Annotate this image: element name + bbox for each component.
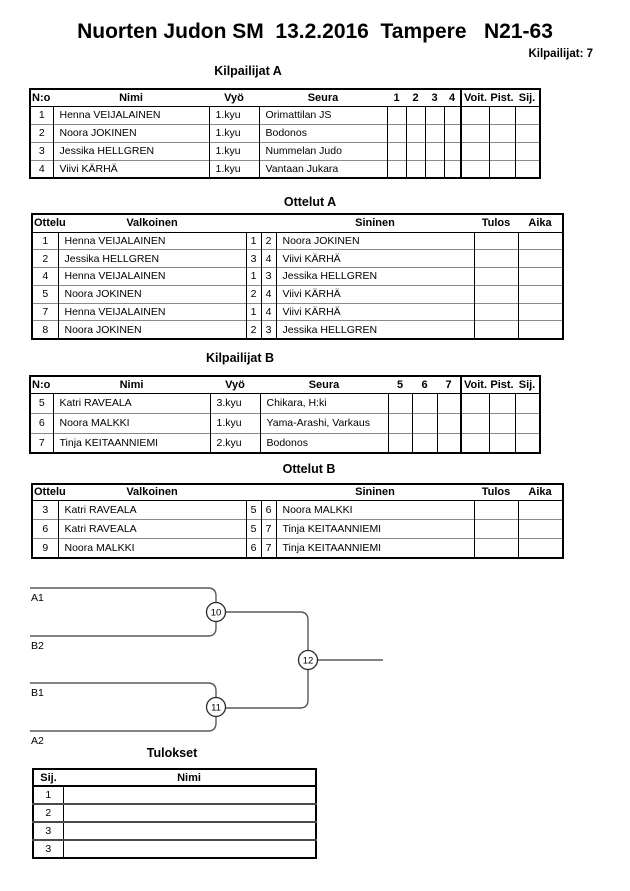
section-title-matches-a: Ottelut A [283, 195, 337, 209]
col-round: 1 [387, 89, 406, 106]
white-number: 5 [246, 519, 261, 538]
time-cell [518, 268, 563, 286]
result-cell [474, 268, 518, 286]
round-score-cell [444, 160, 461, 178]
white-number: 1 [246, 303, 261, 321]
wins-cell [461, 142, 489, 160]
points-cell [489, 413, 515, 433]
belt: 1.kyu [209, 124, 259, 142]
white-number: 2 [246, 285, 261, 303]
blue-name: Noora JOKINEN [276, 232, 474, 250]
result-cell [474, 500, 518, 519]
round-score-cell [437, 433, 461, 453]
points-cell [489, 160, 515, 178]
place-number: 3 [33, 840, 63, 858]
competitors-count: Kilpailijat: 7 [528, 48, 593, 60]
round-score-cell [406, 106, 425, 124]
col-name: Nimi [53, 89, 209, 106]
result-cell [474, 321, 518, 339]
round-score-cell [406, 124, 425, 142]
belt: 2.kyu [210, 433, 260, 453]
place-number: 3 [33, 822, 63, 840]
time-cell [518, 321, 563, 339]
blue-name: Jessika HELLGREN [276, 268, 474, 286]
belt: 1.kyu [210, 413, 260, 433]
place-number: 2 [33, 804, 63, 822]
match-number: 2 [32, 250, 58, 268]
competitor-name: Noora MALKKI [53, 413, 210, 433]
table-row [30, 142, 540, 160]
white-number: 1 [246, 232, 261, 250]
table-row [33, 822, 316, 840]
round-score-cell [387, 160, 406, 178]
table-row [33, 804, 316, 822]
col-round: 5 [388, 376, 412, 393]
blue-number: 6 [261, 500, 276, 519]
blue-number: 4 [261, 303, 276, 321]
table-row [30, 124, 540, 142]
col-blue: Sininen [276, 214, 474, 232]
white-name: Henna VEIJALAINEN [58, 303, 246, 321]
section-title-results: Tulokset [146, 746, 198, 760]
place-number: 1 [33, 786, 63, 804]
bracket-match-number: 10 [210, 607, 222, 619]
belt: 1.kyu [209, 142, 259, 160]
blue-number: 7 [261, 519, 276, 538]
col-place: Sij. [515, 89, 540, 106]
pool-a-table [29, 88, 541, 179]
round-score-cell [412, 393, 437, 413]
table-row [32, 519, 563, 538]
col-time: Aika [518, 484, 563, 500]
competitor-number: 6 [30, 413, 53, 433]
points-cell [489, 124, 515, 142]
matches-a-table [31, 213, 564, 340]
round-score-cell [425, 106, 444, 124]
club: Bodonos [259, 124, 387, 142]
competitor-name: Tinja KEITAANNIEMI [53, 433, 210, 453]
result-cell [474, 539, 518, 558]
pool-b-table [29, 375, 541, 454]
col-club: Seura [259, 89, 387, 106]
round-score-cell [444, 106, 461, 124]
time-cell [518, 250, 563, 268]
col-wins: Voit. [461, 376, 489, 393]
table-row [32, 321, 563, 339]
col-club: Seura [260, 376, 388, 393]
round-score-cell [406, 142, 425, 160]
blue-name: Tinja KEITAANNIEMI [276, 539, 474, 558]
col-white-no [246, 214, 261, 232]
white-name: Katri RAVEALA [58, 519, 246, 538]
white-name: Noora JOKINEN [58, 285, 246, 303]
competitor-number: 3 [30, 142, 53, 160]
competitor-name: Jessika HELLGREN [53, 142, 209, 160]
club: Orimattilan JS [259, 106, 387, 124]
table-header-row [32, 484, 563, 500]
col-round: 3 [425, 89, 444, 106]
table-row [30, 433, 540, 453]
wins-cell [461, 433, 489, 453]
col-round: 7 [437, 376, 461, 393]
competitor-number: 5 [30, 393, 53, 413]
col-round: 4 [444, 89, 461, 106]
blue-number: 2 [261, 232, 276, 250]
competitor-number: 7 [30, 433, 53, 453]
col-place: Sij. [515, 376, 540, 393]
table-header-row [33, 769, 316, 786]
wins-cell [461, 413, 489, 433]
points-cell [489, 433, 515, 453]
white-name: Henna VEIJALAINEN [58, 232, 246, 250]
match-number: 3 [32, 500, 58, 519]
table-header-row [30, 376, 540, 393]
result-cell [474, 232, 518, 250]
round-score-cell [425, 142, 444, 160]
table-row [32, 232, 563, 250]
col-belt: Vyö [209, 89, 259, 106]
result-name [63, 804, 316, 822]
time-cell [518, 519, 563, 538]
blue-name: Tinja KEITAANNIEMI [276, 519, 474, 538]
round-score-cell [387, 142, 406, 160]
col-no: N:o [30, 89, 53, 106]
points-cell [489, 393, 515, 413]
result-cell [474, 285, 518, 303]
white-number: 3 [246, 250, 261, 268]
competitor-number: 4 [30, 160, 53, 178]
table-row [30, 106, 540, 124]
section-title-pool-b: Kilpailijat B [205, 351, 275, 365]
competitor-name: Viivi KÄRHÄ [53, 160, 209, 178]
result-cell [474, 250, 518, 268]
bracket-connector [30, 683, 216, 731]
blue-number: 4 [261, 285, 276, 303]
table-row [32, 285, 563, 303]
col-time: Aika [518, 214, 563, 232]
round-score-cell [388, 433, 412, 453]
match-number: 5 [32, 285, 58, 303]
match-number: 4 [32, 268, 58, 286]
col-no: N:o [30, 376, 53, 393]
blue-number: 7 [261, 539, 276, 558]
round-score-cell [406, 160, 425, 178]
round-score-cell [437, 413, 461, 433]
table-row [33, 786, 316, 804]
white-number: 1 [246, 268, 261, 286]
col-round: 6 [412, 376, 437, 393]
place-cell [515, 142, 540, 160]
white-name: Jessika HELLGREN [58, 250, 246, 268]
white-number: 5 [246, 500, 261, 519]
col-match: Ottelu [32, 214, 58, 232]
matches-b-table [31, 483, 564, 559]
table-row [32, 268, 563, 286]
bracket-match-number: 11 [211, 702, 221, 714]
match-number: 6 [32, 519, 58, 538]
blue-name: Viivi KÄRHÄ [276, 250, 474, 268]
blue-number: 4 [261, 250, 276, 268]
match-number: 9 [32, 539, 58, 558]
col-wins: Voit. [461, 89, 489, 106]
round-score-cell [387, 124, 406, 142]
col-white: Valkoinen [58, 214, 246, 232]
white-number: 2 [246, 321, 261, 339]
competitor-number: 2 [30, 124, 53, 142]
table-header-row [32, 214, 563, 232]
time-cell [518, 285, 563, 303]
bracket-match-number: 12 [302, 655, 314, 667]
white-name: Noora MALKKI [58, 539, 246, 558]
round-score-cell [425, 160, 444, 178]
result-name [63, 840, 316, 858]
white-name: Henna VEIJALAINEN [58, 268, 246, 286]
time-cell [518, 303, 563, 321]
table-row [30, 160, 540, 178]
belt: 3.kyu [210, 393, 260, 413]
club: Nummelan Judo [259, 142, 387, 160]
blue-name: Noora MALKKI [276, 500, 474, 519]
competitor-name: Katri RAVEALA [53, 393, 210, 413]
competitor-number: 1 [30, 106, 53, 124]
match-number: 8 [32, 321, 58, 339]
col-blue-no [261, 484, 276, 500]
time-cell [518, 500, 563, 519]
table-header-row [30, 89, 540, 106]
blue-number: 3 [261, 321, 276, 339]
table-row [32, 303, 563, 321]
club: Vantaan Jukara [259, 160, 387, 178]
belt: 1.kyu [209, 106, 259, 124]
results-table [32, 768, 317, 859]
competitor-name: Henna VEIJALAINEN [53, 106, 209, 124]
result-cell [474, 303, 518, 321]
col-result: Tulos [474, 214, 518, 232]
section-title-matches-b: Ottelut B [282, 462, 336, 476]
match-number: 7 [32, 303, 58, 321]
col-match: Ottelu [32, 484, 58, 500]
round-score-cell [412, 413, 437, 433]
col-blue-no [261, 214, 276, 232]
bracket-slot-a2: A2 [31, 735, 44, 747]
table-row [30, 413, 540, 433]
col-name: Nimi [63, 769, 316, 786]
result-name [63, 786, 316, 804]
bracket-slot-b1: B1 [31, 687, 44, 699]
round-score-cell [437, 393, 461, 413]
col-white-no [246, 484, 261, 500]
table-row [32, 250, 563, 268]
place-cell [515, 124, 540, 142]
page-title: Nuorten Judon SM 13.2.2016 Tampere N21-63 [77, 20, 553, 43]
round-score-cell [425, 124, 444, 142]
time-cell [518, 232, 563, 250]
wins-cell [461, 393, 489, 413]
round-score-cell [387, 106, 406, 124]
section-title-pool-a: Kilpailijat A [214, 64, 282, 78]
result-name [63, 822, 316, 840]
time-cell [518, 539, 563, 558]
table-row [30, 393, 540, 413]
place-cell [515, 413, 540, 433]
col-round: 2 [406, 89, 425, 106]
round-score-cell [444, 142, 461, 160]
blue-name: Jessika HELLGREN [276, 321, 474, 339]
bracket-connector [30, 588, 216, 636]
col-place: Sij. [33, 769, 63, 786]
place-cell [515, 160, 540, 178]
blue-number: 3 [261, 268, 276, 286]
white-number: 6 [246, 539, 261, 558]
round-score-cell [412, 433, 437, 453]
wins-cell [461, 124, 489, 142]
col-points: Pist. [489, 376, 515, 393]
col-belt: Vyö [210, 376, 260, 393]
match-number: 1 [32, 232, 58, 250]
wins-cell [461, 160, 489, 178]
white-name: Noora JOKINEN [58, 321, 246, 339]
col-white: Valkoinen [58, 484, 246, 500]
points-cell [489, 142, 515, 160]
points-cell [489, 106, 515, 124]
place-cell [515, 433, 540, 453]
white-name: Katri RAVEALA [58, 500, 246, 519]
club: Bodonos [260, 433, 388, 453]
bracket-diagram [0, 575, 400, 750]
table-row [33, 840, 316, 858]
col-name: Nimi [53, 376, 210, 393]
round-score-cell [388, 413, 412, 433]
place-cell [515, 106, 540, 124]
col-blue: Sininen [276, 484, 474, 500]
bracket-connector [216, 612, 308, 708]
round-score-cell [444, 124, 461, 142]
result-cell [474, 519, 518, 538]
club: Chikara, H:ki [260, 393, 388, 413]
table-row [32, 500, 563, 519]
table-row [32, 539, 563, 558]
place-cell [515, 393, 540, 413]
blue-name: Viivi KÄRHÄ [276, 285, 474, 303]
bracket-slot-b2: B2 [31, 640, 44, 652]
competitor-name: Noora JOKINEN [53, 124, 209, 142]
wins-cell [461, 106, 489, 124]
col-points: Pist. [489, 89, 515, 106]
blue-name: Viivi KÄRHÄ [276, 303, 474, 321]
belt: 1.kyu [209, 160, 259, 178]
bracket-slot-a1: A1 [31, 592, 44, 604]
col-result: Tulos [474, 484, 518, 500]
round-score-cell [388, 393, 412, 413]
club: Yama-Arashi, Varkaus [260, 413, 388, 433]
